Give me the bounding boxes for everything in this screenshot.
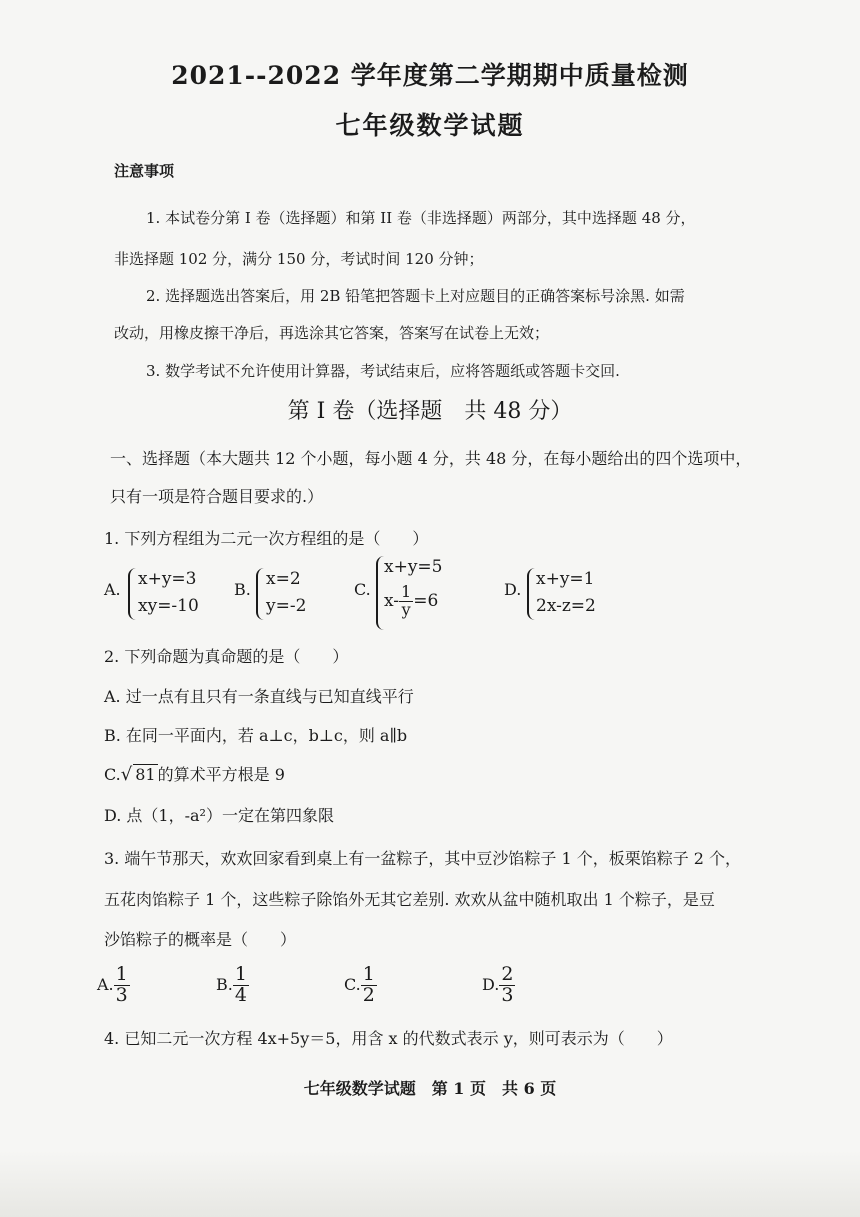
q2-option-d: D. 点（1，-a²）一定在第四象限	[104, 806, 334, 825]
q1-option-d-system	[536, 566, 596, 620]
section-intro-1: 一、选择题（本大题共 12 个小题，每小题 4 分，共 48 分，在每小题给出的四个选项中，	[110, 449, 752, 468]
q2-option-c	[104, 762, 285, 785]
q1-option-d-brace	[527, 568, 535, 620]
q3-d-label: D.	[482, 974, 500, 994]
q3-option-c	[344, 965, 377, 1006]
sqrt-icon: √	[120, 764, 133, 785]
note-line-4: 改动，用橡皮擦干净后，再选涂其它答案，答案写在试卷上无效；	[114, 324, 550, 342]
q3-a-fraction	[114, 965, 130, 1006]
q2-c-radicand: 81	[135, 765, 156, 784]
q2-stem: 2. 下列命题为真命题的是（ ）	[104, 647, 349, 666]
q1-c-eq1: x+y=5	[384, 557, 443, 577]
note-line-2: 非选择题 102 分，满分 150 分，考试时间 120 分钟；	[114, 250, 484, 268]
q1-d-eq2: 2x-z=2	[536, 596, 596, 616]
q3-b-den: 4	[234, 983, 247, 1006]
q1-option-c-label: C.	[354, 580, 371, 599]
q1-a-eq1: x+y=3	[138, 569, 197, 589]
q1-option-a-label: A.	[104, 580, 121, 599]
q3-c-den: 2	[362, 983, 375, 1006]
q2-option-b: B. 在同一平面内，若 a⊥c，b⊥c，则 a∥b	[104, 726, 408, 745]
q3-a-den: 3	[115, 983, 128, 1006]
q3-c-label: C.	[344, 974, 361, 994]
q1-b-eq2: y=-2	[266, 596, 307, 616]
q1-c-frac-num: 1	[401, 582, 412, 601]
q1-stem: 1. 下列方程组为二元一次方程组的是（ ）	[104, 529, 429, 548]
q1-option-a-system	[138, 566, 199, 620]
q3-line-1: 3. 端午节那天，欢欢回家看到桌上有一盆粽子，其中豆沙馅粽子 1 个，板栗馅粽子 2 个，	[104, 849, 742, 868]
q1-b-eq1: x=2	[266, 569, 301, 589]
q1-option-b-brace	[256, 568, 264, 620]
q3-option-a	[97, 965, 130, 1006]
q1-option-c-system	[384, 554, 443, 619]
q1-d-eq1: x+y=1	[536, 569, 595, 589]
q1-c-fraction	[399, 584, 413, 619]
note-line-1: 1. 本试卷分第 I 卷（选择题）和第 II 卷（非选择题）两部分，其中选择题 48 分，	[146, 209, 696, 227]
q3-b-num: 1	[234, 963, 247, 985]
page-footer: 七年级数学试题 第 1 页 共 6 页	[303, 1079, 557, 1098]
exam-title: 2021--2022 学年度第二学期期中质量检测	[171, 61, 689, 90]
q3-a-label: A.	[97, 974, 114, 994]
q1-option-d-label: D.	[504, 580, 522, 599]
q3-c-fraction	[361, 965, 377, 1006]
section-title: 第 I 卷（选择题 共 48 分）	[287, 399, 573, 424]
note-line-3: 2. 选择题选出答案后，用 2B 铅笔把答题卡上对应题目的正确答案标号涂黑. 如需	[146, 287, 685, 305]
q1-c-eq2	[384, 584, 443, 619]
q3-option-b	[216, 965, 249, 1006]
q1-a-eq2: xy=-10	[138, 596, 199, 616]
q3-line-2: 五花肉馅粽子 1 个，这些粽子除馅外无其它差别. 欢欢从盆中随机取出 1 个粽子，是豆	[104, 890, 715, 909]
q1-c-eq2-pre: x-	[384, 590, 400, 611]
q2-option-a: A. 过一点有且只有一条直线与已知直线平行	[104, 687, 414, 706]
q3-option-d	[482, 965, 515, 1006]
q4-stem: 4. 已知二元一次方程 4x+5y＝5，用含 x 的代数式表示 y，则可表示为（ ）	[104, 1029, 673, 1048]
q3-line-3: 沙馅粽子的概率是（ ）	[104, 930, 297, 949]
q3-c-num: 1	[362, 963, 375, 985]
q3-a-num: 1	[115, 963, 128, 985]
q3-d-num: 2	[501, 963, 514, 985]
section-intro-2: 只有一项是符合题目要求的.）	[110, 487, 324, 506]
q3-d-fraction	[499, 965, 515, 1006]
q1-option-b-label: B.	[234, 580, 251, 599]
q3-b-label: B.	[216, 974, 233, 994]
scan-bottom-shadow	[0, 1150, 860, 1217]
q2-c-label: C.	[104, 765, 121, 784]
q1-c-eq2-post: =6	[413, 590, 439, 611]
q1-option-b-system	[266, 566, 306, 620]
q1-option-a-brace	[128, 568, 136, 620]
exam-subtitle: 七年级数学试题	[335, 111, 525, 140]
q2-c-text: 的算术平方根是 9	[157, 765, 285, 784]
note-line-5: 3. 数学考试不允许使用计算器，考试结束后，应将答题纸或答题卡交回.	[146, 362, 620, 380]
q3-d-den: 3	[501, 983, 514, 1006]
notes-heading: 注意事项	[114, 162, 175, 180]
q1-c-frac-den: y	[401, 599, 411, 619]
q1-option-c-brace	[376, 556, 384, 630]
q3-b-fraction	[233, 965, 249, 1006]
